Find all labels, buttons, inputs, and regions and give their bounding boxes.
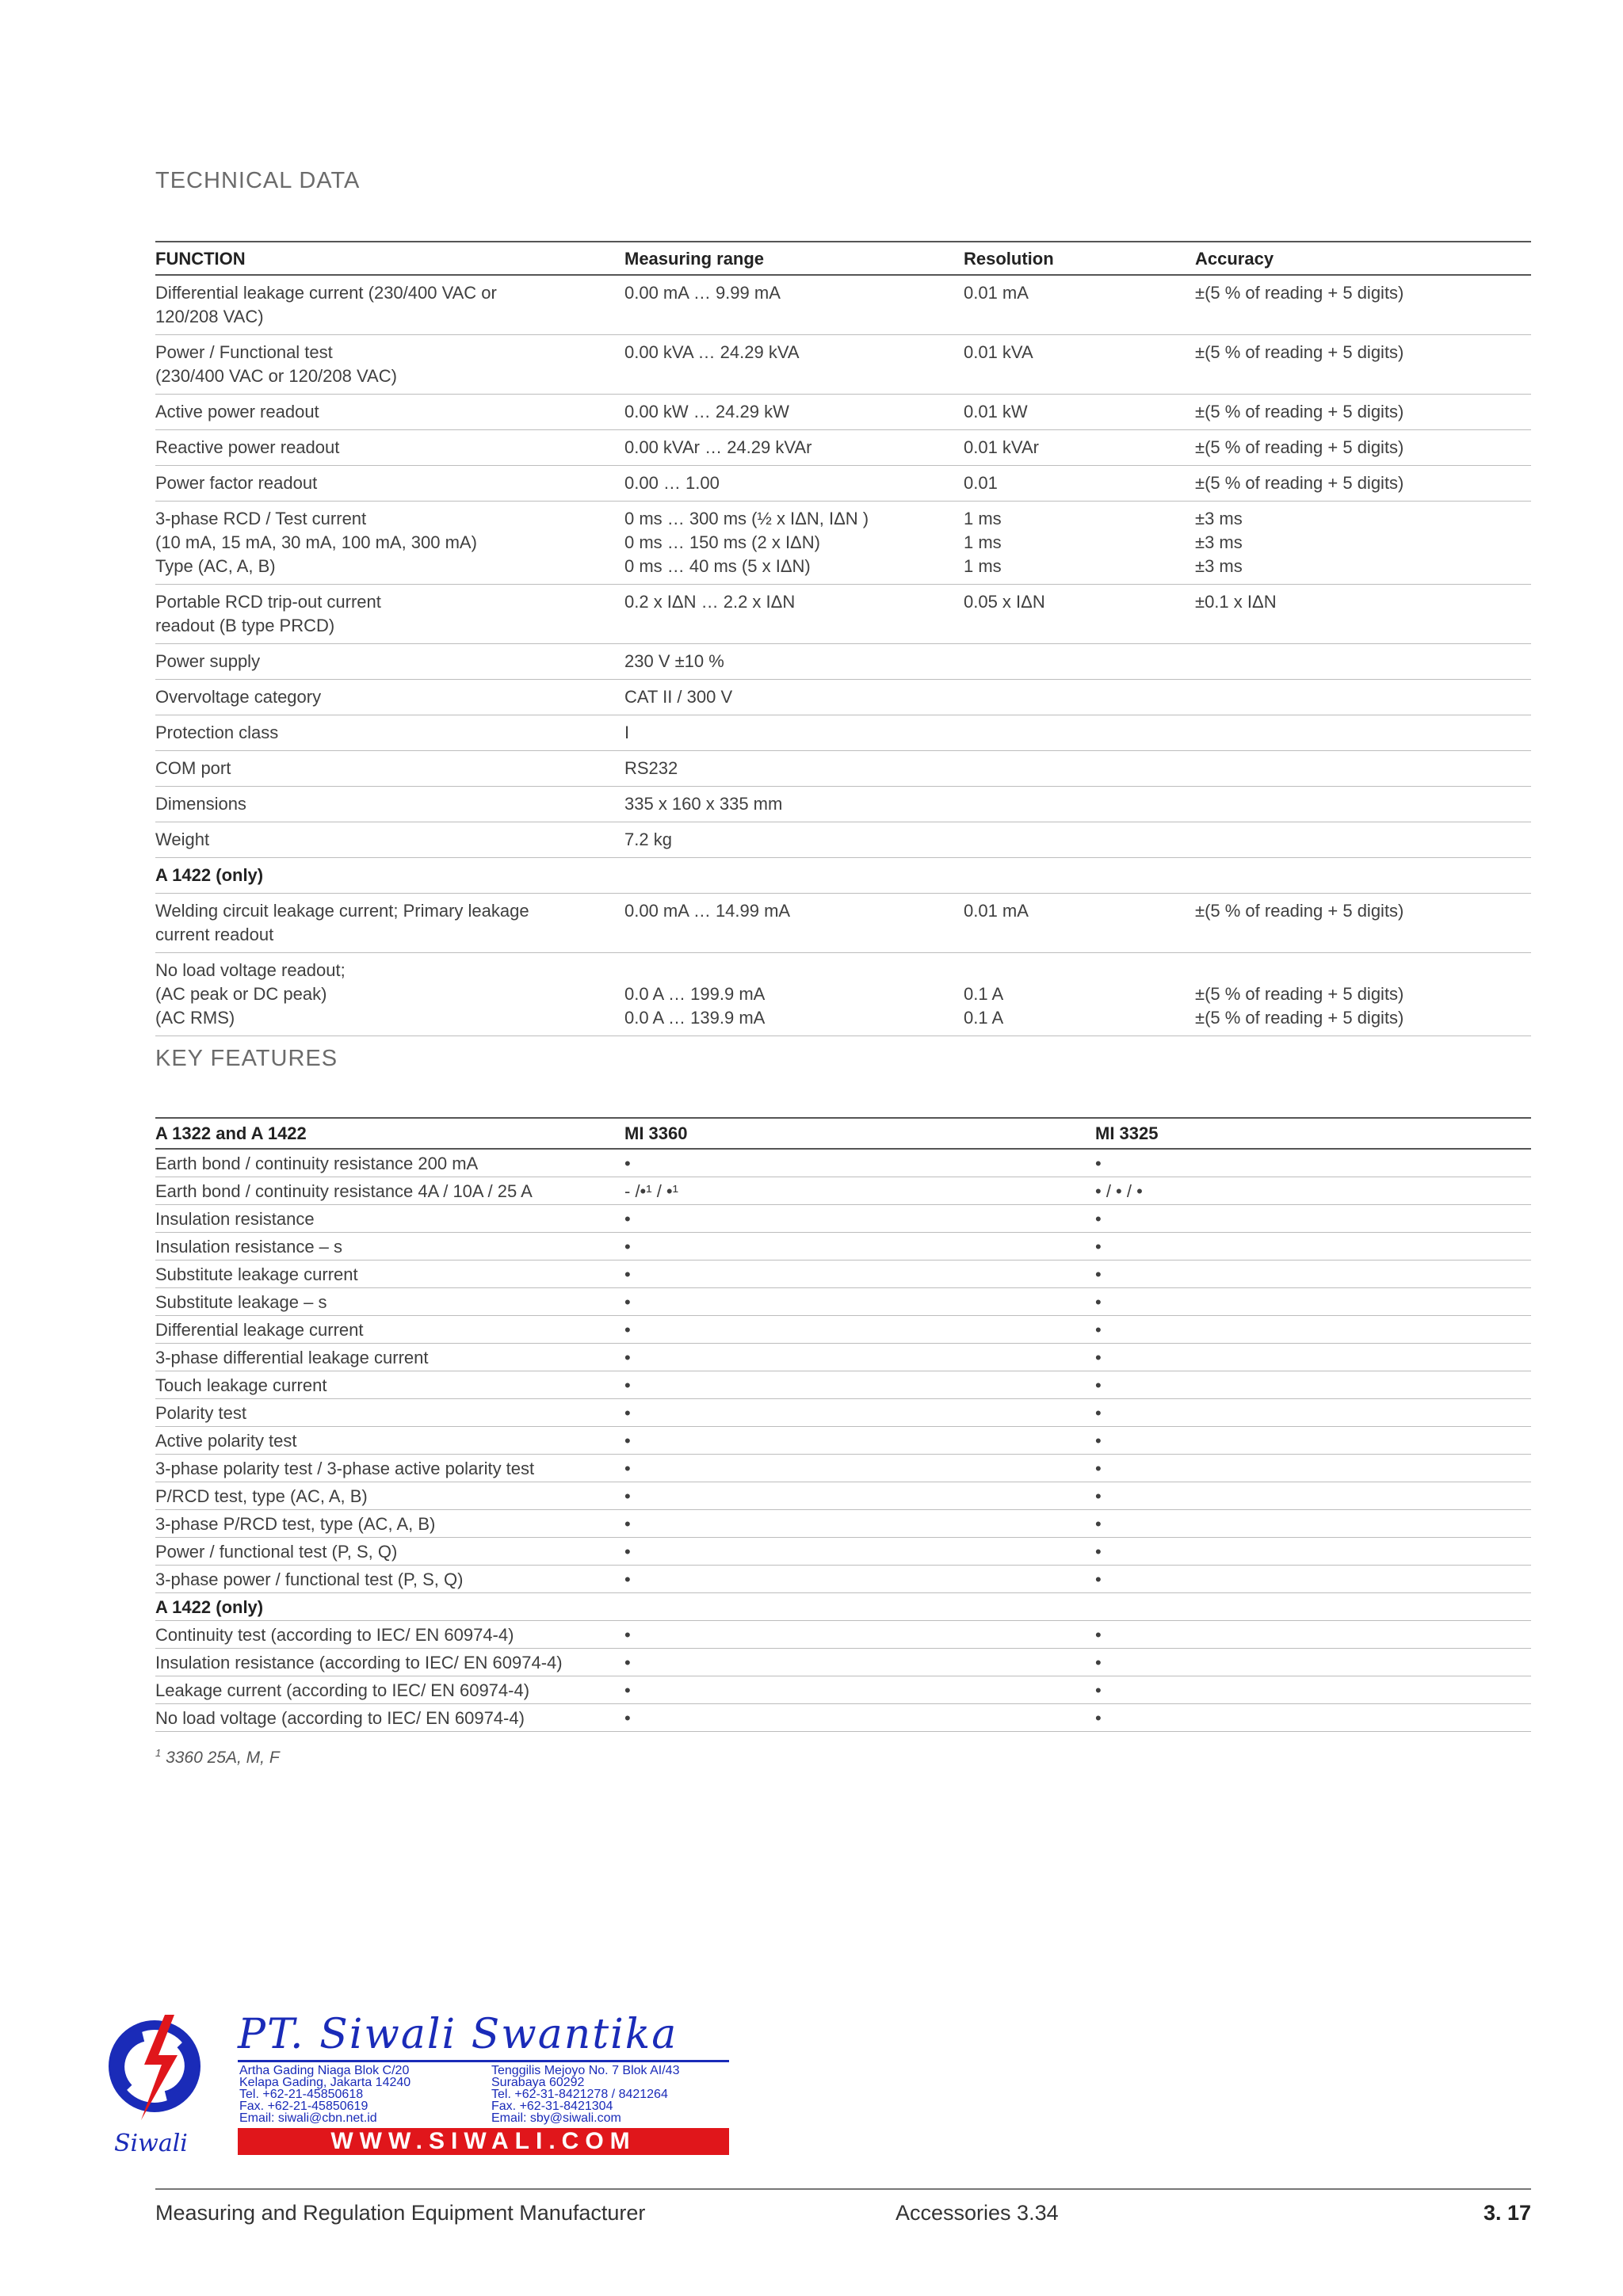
table-row — [155, 585, 1531, 644]
table-row — [155, 1676, 1531, 1704]
table-cell: • — [624, 1510, 1095, 1538]
logo-address-jakarta: Artha Gading Niaga Blok C/20 Kelapa Gading, Jakarta 14240 Tel. +62-21-45850618 Fax. +62-21-45850619 Email: siwali@cbn.net.id — [239, 2064, 411, 2125]
table-cell: 335 x 160 x 335 mm — [624, 787, 964, 822]
table-row — [155, 275, 1531, 335]
table-row — [155, 715, 1531, 751]
table-cell: Portable RCD trip-out current readout (B type PRCD) — [155, 585, 624, 644]
table-cell: • — [624, 1427, 1095, 1455]
table-cell — [964, 644, 1195, 680]
page-number: 3. 17 — [1483, 2201, 1531, 2225]
table-cell: • — [624, 1482, 1095, 1510]
table-subheader-row — [155, 1593, 1531, 1621]
table-cell: Overvoltage category — [155, 680, 624, 715]
key-features-table — [155, 1117, 1531, 1732]
table-cell: ±(5 % of reading + 5 digits) — [1195, 335, 1531, 395]
col-measuring-range: Measuring range — [624, 242, 964, 275]
table-cell: Protection class — [155, 715, 624, 751]
table-cell — [1195, 644, 1531, 680]
table-cell: ±(5 % of reading + 5 digits) — [1195, 395, 1531, 430]
table-cell: P/RCD test, type (AC, A, B) — [155, 1482, 624, 1510]
table-row — [155, 1344, 1531, 1371]
table-cell: 0.01 kVAr — [964, 430, 1195, 466]
col-mi3360: MI 3360 — [624, 1118, 1095, 1149]
table-cell: • — [1095, 1482, 1531, 1510]
logo-script-text: Siwali — [114, 2130, 188, 2157]
table-cell: Differential leakage current (230/400 VAC or 120/208 VAC) — [155, 275, 624, 335]
table-cell: 0.1 A 0.1 A — [964, 953, 1195, 1036]
table-cell: RS232 — [624, 751, 964, 787]
table-cell: Insulation resistance – s — [155, 1233, 624, 1261]
table-row — [155, 1288, 1531, 1316]
table-row — [155, 680, 1531, 715]
table-cell: Welding circuit leakage current; Primary leakage current readout — [155, 894, 624, 953]
table-cell: • — [1095, 1344, 1531, 1371]
col-resolution: Resolution — [964, 242, 1195, 275]
table-row — [155, 644, 1531, 680]
table-cell: ±(5 % of reading + 5 digits) — [1195, 894, 1531, 953]
table-cell: 1 ms 1 ms 1 ms — [964, 502, 1195, 585]
footnote-mark: 1 — [155, 1747, 162, 1759]
table-cell: • — [1095, 1205, 1531, 1233]
table-cell: • — [624, 1288, 1095, 1316]
table-cell: • — [1095, 1399, 1531, 1427]
table-row — [155, 822, 1531, 858]
table-cell: 0.01 — [964, 466, 1195, 502]
table-row — [155, 1427, 1531, 1455]
table-row — [155, 1371, 1531, 1399]
table-cell: • — [624, 1538, 1095, 1566]
table-cell: Earth bond / continuity resistance 200 mA — [155, 1149, 624, 1177]
table-row — [155, 1621, 1531, 1649]
table-cell: • — [624, 1205, 1095, 1233]
table-row — [155, 1566, 1531, 1593]
footnote-text: 3360 25A, M, F — [166, 1749, 280, 1767]
table-cell — [964, 751, 1195, 787]
table-cell: • — [1095, 1676, 1531, 1704]
col-accuracy: Accuracy — [1195, 242, 1531, 275]
table-row — [155, 1399, 1531, 1427]
table-cell — [964, 680, 1195, 715]
table-cell: 0.0 A … 199.9 mA 0.0 A … 139.9 mA — [624, 953, 964, 1036]
table-cell: ±0.1 x IΔN — [1195, 585, 1531, 644]
table-row — [155, 466, 1531, 502]
table-cell: 3-phase RCD / Test current (10 mA, 15 mA, 30 mA, 100 mA, 300 mA) Type (AC, A, B) — [155, 502, 624, 585]
table-cell: Substitute leakage current — [155, 1261, 624, 1288]
table-cell: • — [624, 1149, 1095, 1177]
table-cell: 0.00 kW … 24.29 kW — [624, 395, 964, 430]
table-row — [155, 1233, 1531, 1261]
table-row — [155, 395, 1531, 430]
table-cell: Dimensions — [155, 787, 624, 822]
table-cell: 3-phase differential leakage current — [155, 1344, 624, 1371]
table-cell — [1195, 822, 1531, 858]
table-cell: Leakage current (according to IEC/ EN 60974-4) — [155, 1676, 624, 1704]
table-row — [155, 502, 1531, 585]
table-cell — [1195, 715, 1531, 751]
table-cell — [1195, 751, 1531, 787]
table-cell — [964, 822, 1195, 858]
table-row — [155, 1538, 1531, 1566]
table-cell: • — [624, 1676, 1095, 1704]
table-cell: Power / functional test (P, S, Q) — [155, 1538, 624, 1566]
logo-company-name: PT. Siwali Swantika — [238, 2011, 678, 2058]
table-cell: Polarity test — [155, 1399, 624, 1427]
table-row — [155, 1149, 1531, 1177]
col-function: FUNCTION — [155, 242, 624, 275]
table-cell: 7.2 kg — [624, 822, 964, 858]
table-row — [155, 1177, 1531, 1205]
footnote — [155, 1747, 280, 1768]
table-cell: • — [624, 1316, 1095, 1344]
table-row — [155, 787, 1531, 822]
table-cell: • — [1095, 1566, 1531, 1593]
table-cell: • — [624, 1233, 1095, 1261]
table-cell: Active polarity test — [155, 1427, 624, 1455]
table-cell: • — [1095, 1316, 1531, 1344]
table-cell: 0.01 mA — [964, 275, 1195, 335]
table-cell: 0.00 kVAr … 24.29 kVAr — [624, 430, 964, 466]
table-cell: Insulation resistance (according to IEC/ EN 60974-4) — [155, 1649, 624, 1676]
table-cell: 0.00 … 1.00 — [624, 466, 964, 502]
table-cell: Differential leakage current — [155, 1316, 624, 1344]
table-cell: No load voltage (according to IEC/ EN 60974-4) — [155, 1704, 624, 1732]
table-cell — [1195, 787, 1531, 822]
table-cell: 0.00 kVA … 24.29 kVA — [624, 335, 964, 395]
table-cell: • — [1095, 1261, 1531, 1288]
table-cell: Active power readout — [155, 395, 624, 430]
table-cell: 3-phase power / functional test (P, S, Q) — [155, 1566, 624, 1593]
table-cell: COM port — [155, 751, 624, 787]
table-cell: • — [624, 1344, 1095, 1371]
footer-section: Accessories 3.34 — [896, 2201, 1059, 2225]
table-cell: 0.2 x IΔN … 2.2 x IΔN — [624, 585, 964, 644]
table-cell: No load voltage readout; (AC peak or DC peak) (AC RMS) — [155, 953, 624, 1036]
table-cell: Insulation resistance — [155, 1205, 624, 1233]
technical-header-row — [155, 242, 1531, 275]
technical-data-table — [155, 241, 1531, 1036]
table-cell: ±3 ms ±3 ms ±3 ms — [1195, 502, 1531, 585]
table-row — [155, 1205, 1531, 1233]
table-cell: • — [624, 1621, 1095, 1649]
table-cell — [964, 715, 1195, 751]
table-cell: CAT II / 300 V — [624, 680, 964, 715]
table-cell — [1195, 680, 1531, 715]
table-cell: 230 V ±10 % — [624, 644, 964, 680]
table-row — [155, 335, 1531, 395]
table-cell: 0 ms … 300 ms (½ x IΔN, IΔN ) 0 ms … 150 ms (2 x IΔN) 0 ms … 40 ms (5 x IΔN) — [624, 502, 964, 585]
table-cell: 0.01 kW — [964, 395, 1195, 430]
table-row — [155, 953, 1531, 1036]
features-header-row — [155, 1118, 1531, 1149]
table-row — [155, 430, 1531, 466]
table-cell: 3-phase polarity test / 3-phase active polarity test — [155, 1455, 624, 1482]
table-cell: • — [1095, 1149, 1531, 1177]
table-cell: • — [624, 1371, 1095, 1399]
table-cell: Continuity test (according to IEC/ EN 60974-4) — [155, 1621, 624, 1649]
subheader-cell: A 1422 (only) — [155, 1593, 1531, 1621]
logo-underline — [238, 2060, 729, 2062]
technical-data-title: TECHNICAL DATA — [155, 168, 361, 193]
logo-address-surabaya: Tenggilis Mejoyo No. 7 Blok AI/43 Surabaya 60292 Tel. +62-31-8421278 / 8421264 Fax. +62-31-8421304 Email: sby@siwali.com — [491, 2064, 680, 2125]
table-cell: • — [1095, 1510, 1531, 1538]
table-cell: 0.05 x IΔN — [964, 585, 1195, 644]
table-cell: 0.00 mA … 14.99 mA — [624, 894, 964, 953]
table-cell: Substitute leakage – s — [155, 1288, 624, 1316]
table-cell: • — [624, 1704, 1095, 1732]
table-cell: • — [624, 1649, 1095, 1676]
key-features-title: KEY FEATURES — [155, 1046, 338, 1071]
table-cell: • — [1095, 1427, 1531, 1455]
table-cell: 3-phase P/RCD test, type (AC, A, B) — [155, 1510, 624, 1538]
table-cell: Weight — [155, 822, 624, 858]
footer-manufacturer: Measuring and Regulation Equipment Manufacturer — [155, 2201, 646, 2225]
table-cell: ±(5 % of reading + 5 digits) — [1195, 275, 1531, 335]
table-cell: ±(5 % of reading + 5 digits) — [1195, 430, 1531, 466]
table-cell: • / • / • — [1095, 1177, 1531, 1205]
table-cell: • — [624, 1455, 1095, 1482]
table-cell: 0.00 mA … 9.99 mA — [624, 275, 964, 335]
table-cell: 0.01 kVA — [964, 335, 1195, 395]
table-row — [155, 751, 1531, 787]
logo-url-banner: WWW.SIWALI.COM — [238, 2128, 729, 2155]
table-row — [155, 1482, 1531, 1510]
table-cell: • — [1095, 1233, 1531, 1261]
siwali-logo — [95, 2011, 737, 2157]
table-cell: - /•¹ / •¹ — [624, 1177, 1095, 1205]
table-row — [155, 1316, 1531, 1344]
footer-rule — [155, 2188, 1531, 2190]
table-cell: • — [624, 1566, 1095, 1593]
table-row — [155, 1261, 1531, 1288]
table-row — [155, 1649, 1531, 1676]
table-cell: Power factor readout — [155, 466, 624, 502]
table-cell: Reactive power readout — [155, 430, 624, 466]
col-mi3325: MI 3325 — [1095, 1118, 1531, 1149]
table-cell: • — [1095, 1649, 1531, 1676]
table-row — [155, 1510, 1531, 1538]
table-cell: • — [624, 1261, 1095, 1288]
table-row — [155, 894, 1531, 953]
col-accessory: A 1322 and A 1422 — [155, 1118, 624, 1149]
table-cell: ±(5 % of reading + 5 digits) — [1195, 466, 1531, 502]
table-cell: Touch leakage current — [155, 1371, 624, 1399]
table-cell: • — [1095, 1288, 1531, 1316]
subheader-cell: A 1422 (only) — [155, 858, 1531, 894]
table-cell: • — [624, 1399, 1095, 1427]
table-cell: Power / Functional test (230/400 VAC or 120/208 VAC) — [155, 335, 624, 395]
table-row — [155, 1704, 1531, 1732]
table-cell: I — [624, 715, 964, 751]
table-cell: • — [1095, 1621, 1531, 1649]
table-cell: • — [1095, 1371, 1531, 1399]
table-cell: Power supply — [155, 644, 624, 680]
table-cell — [964, 787, 1195, 822]
table-cell: • — [1095, 1455, 1531, 1482]
table-cell: 0.01 mA — [964, 894, 1195, 953]
table-cell: ±(5 % of reading + 5 digits) ±(5 % of reading + 5 digits) — [1195, 953, 1531, 1036]
table-subheader-row — [155, 858, 1531, 894]
table-cell: Earth bond / continuity resistance 4A / 10A / 25 A — [155, 1177, 624, 1205]
table-cell: • — [1095, 1704, 1531, 1732]
table-cell: • — [1095, 1538, 1531, 1566]
table-row — [155, 1455, 1531, 1482]
